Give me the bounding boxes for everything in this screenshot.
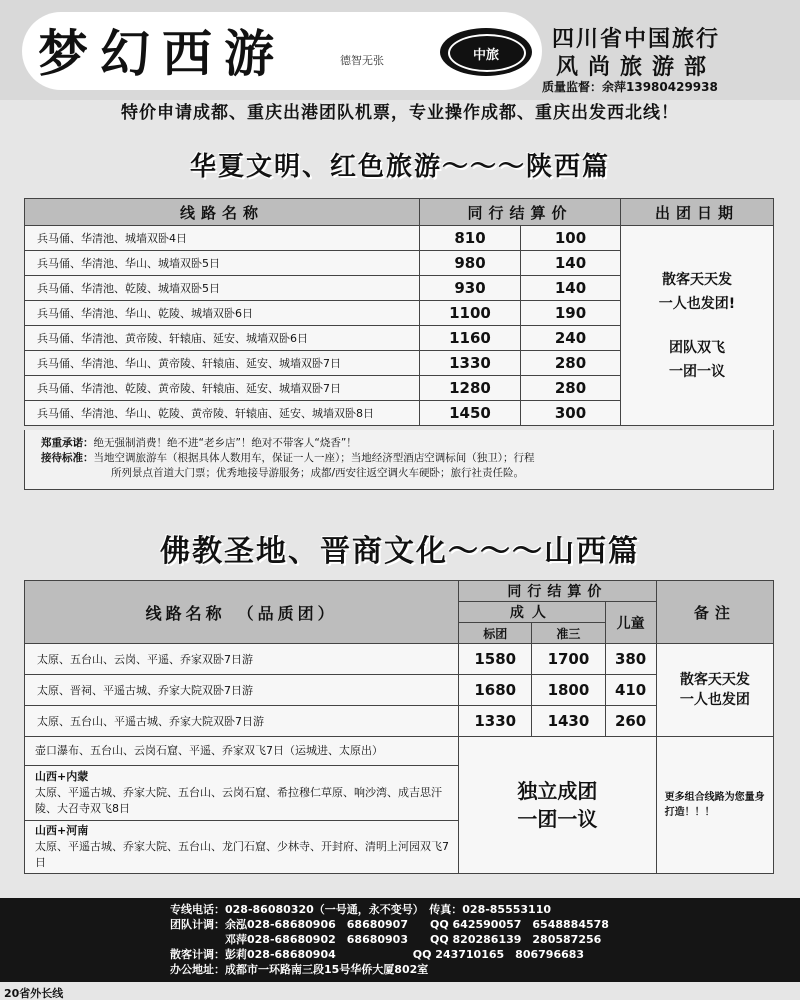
price-cell: 810 xyxy=(420,226,521,251)
header xyxy=(0,0,800,100)
col-note: 备注 xyxy=(656,581,773,644)
route-cell: 兵马俑、华清池、乾陵、城墙双卧5日 xyxy=(25,276,420,301)
note-line: 一人也发团 xyxy=(679,692,750,708)
date-line: 一人也发团! xyxy=(658,295,736,312)
standard-text: 当地空调旅游车（根据具体人数用车，保证一人一座）；当地经济型酒店空调标间（独卫）；行程 xyxy=(93,452,535,464)
price-cell: 1430 xyxy=(532,706,605,737)
date-line: 一团一议 xyxy=(669,363,725,380)
route-group-text: 太原、平遥古城、乔家大院、五台山、云岗石窟、希拉穆仁草原、响沙湾、成吉思汗陵、大召寺双飞8日 xyxy=(35,786,442,815)
route-cell: 兵马俑、华清池、乾陵、黄帝陵、轩辕庙、延安、城墙双卧7日 xyxy=(25,376,420,401)
shanxi-title: 佛教圣地、晋商文化～～～山西篇 xyxy=(160,534,640,569)
departure-dates xyxy=(621,226,774,426)
price-cell: 280 xyxy=(521,351,621,376)
phone-line: 专线电话：028-86080320（一号通，永不变号） 传真：028-85553110 xyxy=(170,903,552,916)
table-header xyxy=(25,581,774,602)
route-cell xyxy=(25,821,459,874)
shaanxi-table xyxy=(24,198,774,426)
price-cell: 930 xyxy=(420,276,521,301)
independent-group xyxy=(459,737,657,874)
route-cell xyxy=(25,766,459,821)
table-row xyxy=(25,226,774,251)
individual-contact-line: 散客计调：彭莉028-68680904 QQ 243710165 806796683 xyxy=(170,948,585,961)
contact-footer xyxy=(0,898,800,982)
route-group-text: 太原、平遥古城、乔家大院、五台山、龙门石窟、少林寺、开封府、清明上河园双飞7日 xyxy=(35,840,449,869)
col-price: 同行结算价 xyxy=(459,581,657,602)
terms-note xyxy=(24,430,774,490)
agency-name-line1: 四川省中国旅行 xyxy=(552,27,721,52)
price-cell: 980 xyxy=(420,251,521,276)
calligraphy-logo: 梦幻西游 xyxy=(38,24,286,83)
col-route: 线路名称 （品质团） xyxy=(25,581,459,644)
promise-text: 绝无强制消费！绝不进“老乡店”！绝对不带客人“烧香”！ xyxy=(93,437,357,449)
price-cell: 280 xyxy=(521,376,621,401)
agency-name-line2: 风尚旅游部 xyxy=(556,55,717,80)
price-cell: 380 xyxy=(605,644,656,675)
route-cell: 兵马俑、华清池、华山、乾陵、黄帝陵、轩辕庙、延安、城墙双卧8日 xyxy=(25,401,420,426)
col-semi: 准三 xyxy=(532,623,605,644)
route-cell: 太原、五台山、平遥古城、乔家大院双卧7日游 xyxy=(25,706,459,737)
shaanxi-title: 华夏文明、红色旅游～～～陕西篇 xyxy=(189,152,610,182)
price-cell: 100 xyxy=(521,226,621,251)
price-cell: 1100 xyxy=(420,301,521,326)
indep-line: 一团一议 xyxy=(517,807,598,831)
price-cell: 1160 xyxy=(420,326,521,351)
address-line: 办公地址：成都市一环路南三段15号华侨大厦802室 xyxy=(170,963,429,976)
price-cell: 140 xyxy=(521,276,621,301)
col-standard: 标团 xyxy=(459,623,532,644)
price-cell: 140 xyxy=(521,251,621,276)
price-cell: 1330 xyxy=(420,351,521,376)
calligraphy-signature: 德智无张 xyxy=(340,54,384,67)
price-cell: 1280 xyxy=(420,376,521,401)
page-label: 20省外长线 xyxy=(4,987,64,1000)
col-adult: 成人 xyxy=(459,602,605,623)
custom-note: 更多组合线路为您量身打造！！！ xyxy=(656,737,773,874)
date-line: 散客天天发 xyxy=(662,271,732,288)
note-line: 散客天天发 xyxy=(679,672,750,688)
price-cell: 300 xyxy=(521,401,621,426)
price-cell: 410 xyxy=(605,675,656,706)
price-cell: 1580 xyxy=(459,644,532,675)
table-row xyxy=(25,737,774,766)
indep-line: 独立成团 xyxy=(517,779,598,803)
standard-label: 接待标准： xyxy=(41,452,94,464)
route-cell: 太原、五台山、云岗、平遥、乔家双卧7日游 xyxy=(25,644,459,675)
shanxi-table xyxy=(24,580,774,874)
price-cell: 1680 xyxy=(459,675,532,706)
route-cell: 兵马俑、华清池、城墙双卧4日 xyxy=(25,226,420,251)
col-date: 出团日期 xyxy=(621,199,774,226)
promise-label: 郑重承诺： xyxy=(41,437,94,449)
table-header xyxy=(25,199,774,226)
group-contact-line: 邓萍028-68680902 68680903 QQ 820286139 280587256 xyxy=(170,933,602,946)
standard-text-cont: 所列景点首道大门票；优秀地接导游服务；成都/西安往返空调火车硬卧；旅行社责任险。 xyxy=(111,467,525,479)
price-cell: 1800 xyxy=(532,675,605,706)
route-cell: 兵马俑、华清池、华山、乾陵、城墙双卧6日 xyxy=(25,301,420,326)
route-cell: 兵马俑、华清池、华山、黄帝陵、轩辕庙、延安、城墙双卧7日 xyxy=(25,351,420,376)
promo-line: 特价申请成都、重庆出港团队机票，专业操作成都、重庆出发西北线！ xyxy=(121,103,679,123)
route-cell: 兵马俑、华清池、黄帝陵、轩辕庙、延安、城墙双卧6日 xyxy=(25,326,420,351)
group-contact-line: 团队计调：余泓028-68680906 68680907 QQ 642590057 6548884578 xyxy=(170,918,609,931)
price-cell: 260 xyxy=(605,706,656,737)
price-cell: 1450 xyxy=(420,401,521,426)
price-cell: 1700 xyxy=(532,644,605,675)
col-child: 儿童 xyxy=(605,602,656,644)
price-cell: 240 xyxy=(521,326,621,351)
route-cell: 太原、晋祠、平遥古城、乔家大院双卧7日游 xyxy=(25,675,459,706)
price-cell: 1330 xyxy=(459,706,532,737)
route-group-title: 山西+内蒙 xyxy=(35,770,89,783)
note-cell xyxy=(656,644,773,737)
table-row xyxy=(25,644,774,675)
route-cell: 壶口瀑布、五台山、云岗石窟、平遥、乔家双飞7日（运城进、太原出） xyxy=(25,737,459,766)
agency-emblem-icon: 中旅 xyxy=(440,28,532,76)
quality-supervision: 质量监督：余萍13980429938 xyxy=(542,80,718,94)
price-cell: 190 xyxy=(521,301,621,326)
route-group-title: 山西+河南 xyxy=(35,824,89,837)
route-cell: 兵马俑、华清池、华山、城墙双卧5日 xyxy=(25,251,420,276)
col-route: 线路名称 xyxy=(25,199,420,226)
date-line: 团队双飞 xyxy=(669,339,725,356)
col-price: 同行结算价 xyxy=(420,199,621,226)
